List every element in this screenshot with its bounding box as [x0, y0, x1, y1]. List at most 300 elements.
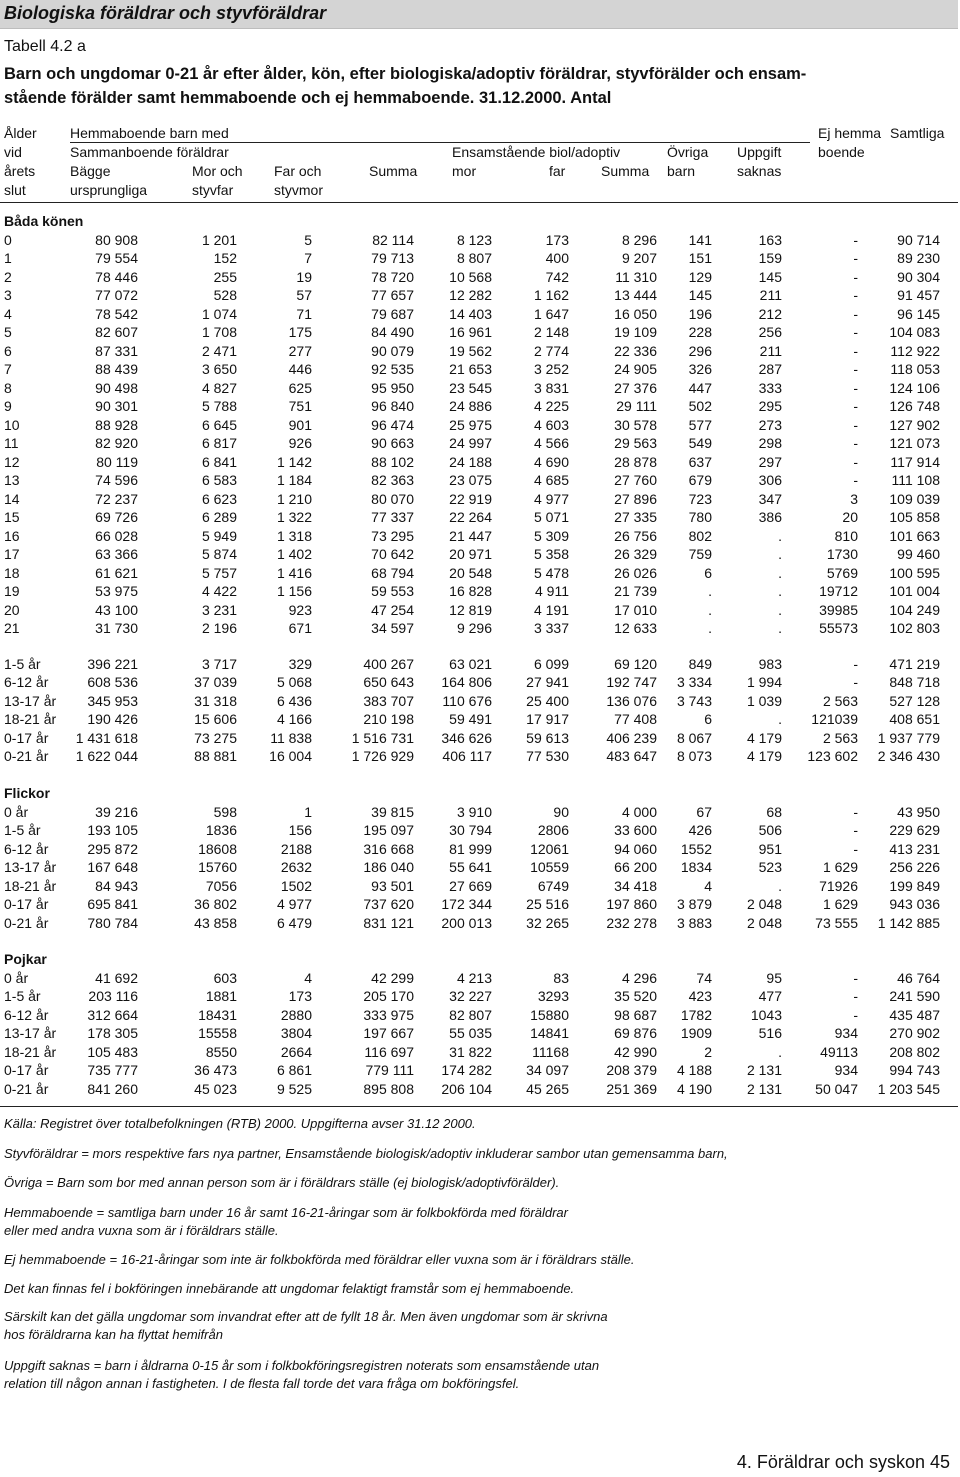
table-cell: 1502 [280, 877, 312, 894]
table-cell: 24 188 [449, 453, 492, 470]
table-cell: . [708, 620, 712, 636]
table-cell: 101 663 [889, 527, 940, 544]
table-cell: 297 [758, 453, 782, 470]
header-samtliga: Samtliga [890, 125, 945, 141]
table-cell: 229 629 [889, 822, 940, 838]
table-cell: 30 794 [449, 822, 492, 838]
table-cell: 1 516 731 [351, 729, 414, 746]
table-cell: 90 304 [897, 268, 940, 285]
table-cell: 67 [696, 803, 712, 820]
table-cell: 3 650 [201, 361, 237, 377]
table-cell: 3 883 [676, 914, 712, 931]
table-cell: - [853, 379, 858, 396]
table-cell: 1834 [680, 859, 712, 875]
table-cell: 1730 [826, 546, 858, 562]
footnote-line: Styvföräldrar = mors respektive fars nya partner, Ensamstående biologisk/adoptiv inkluderar sambor utan gemensamma barn, [4, 1146, 728, 1161]
table-cell: 96 145 [897, 305, 940, 322]
row-label: 18-21 år [4, 711, 57, 727]
table-cell: 6 099 [533, 655, 569, 672]
header-alder: vid [4, 144, 22, 160]
row-label: 6-12 år [4, 840, 49, 857]
table-row [0, 803, 960, 821]
table-cell: 151 [688, 250, 712, 266]
table-cell: 10559 [530, 859, 569, 875]
row-label: 13 [4, 472, 20, 488]
table-cell: 1881 [205, 988, 237, 1004]
table-cell: 123 602 [807, 748, 858, 764]
table-cell: 152 [213, 250, 237, 266]
table-cell: 32 227 [449, 988, 492, 1004]
table-cell: . [778, 620, 782, 636]
table-cell: 502 [688, 398, 712, 414]
header-ensamstaende: Ensamstående biol/adoptiv [452, 144, 621, 160]
header-rule [0, 202, 958, 203]
table-cell: 1 622 044 [75, 748, 138, 764]
table-cell: 923 [288, 601, 312, 618]
table-cell: 77 072 [95, 287, 138, 303]
table-cell: 396 221 [87, 655, 138, 672]
table-cell: 637 [688, 453, 712, 470]
table-cell: 1 201 [201, 231, 237, 248]
table-cell: . [778, 564, 782, 581]
table-cell: 18608 [198, 840, 237, 857]
table-row [0, 490, 960, 508]
table-cell: 1 937 779 [877, 729, 940, 746]
table-cell: 3 [850, 490, 858, 507]
table-cell: 27 760 [614, 472, 657, 488]
table-cell: 8550 [205, 1043, 237, 1060]
table-cell: 1 994 [746, 674, 782, 690]
table-cell: 36 473 [194, 1062, 237, 1078]
table-cell: 95 950 [371, 379, 414, 396]
table-cell: 78 446 [95, 268, 138, 285]
table-cell: 2632 [280, 859, 312, 875]
table-row [0, 471, 960, 489]
row-label: 1-5 år [4, 655, 41, 672]
table-cell: 5 358 [533, 546, 569, 562]
table-cell: 111 108 [891, 472, 940, 488]
table-cell: 4 685 [533, 472, 569, 488]
table-cell: 197 860 [606, 896, 657, 912]
table-cell: 99 460 [897, 546, 940, 562]
table-cell: 211 [759, 342, 782, 359]
table-cell: 3 879 [676, 896, 712, 912]
table-cell: 577 [688, 416, 712, 433]
table-cell: 5 [304, 231, 312, 248]
table-cell: 15 606 [194, 711, 237, 727]
table-cell: 37 039 [194, 674, 237, 690]
table-cell: 24 886 [449, 398, 492, 414]
table-cell: 277 [288, 342, 312, 359]
table-cell: 2 048 [746, 896, 782, 912]
table-cell: 39 216 [95, 803, 138, 820]
row-label: 0-17 år [4, 896, 49, 912]
table-cell: 145 [758, 268, 782, 285]
footnote-line: eller med andra vuxna som är i föräldrars ställe. [4, 1223, 279, 1238]
table-cell: 1 [304, 803, 312, 820]
table-cell: 19 109 [614, 324, 657, 340]
table-cell: 326 [688, 361, 712, 377]
table-cell: 77 657 [371, 287, 414, 303]
table-cell: 10 568 [449, 268, 492, 285]
table-cell: 16 961 [449, 324, 492, 340]
table-cell: 251 369 [606, 1080, 657, 1097]
table-cell: 17 010 [614, 601, 657, 618]
table-cell: 55 641 [449, 859, 492, 875]
table-cell: 2 [704, 1043, 712, 1060]
header-alder: slut [4, 182, 26, 198]
table-cell: 523 [758, 859, 782, 875]
table-cell: 423 [688, 988, 712, 1004]
header-hemmaboende: Hemmaboende barn med [70, 125, 229, 141]
table-cell: 116 697 [364, 1043, 414, 1060]
table-cell: 55573 [819, 620, 858, 636]
row-label: 5 [4, 324, 12, 340]
table-cell: 4 191 [533, 601, 569, 618]
table-cell: 426 [688, 822, 712, 838]
table-cell: 5 757 [201, 564, 237, 581]
footnote-line: Uppgift saknas = barn i åldrarna 0-15 år som i folkbokföringsregistren noterats som ensamstående utan [4, 1358, 600, 1373]
table-row [0, 545, 960, 563]
table-cell: 124 106 [889, 379, 940, 396]
table-cell: 1 629 [822, 859, 858, 875]
row-label: 14 [4, 490, 20, 507]
table-cell: 4 225 [533, 398, 569, 414]
table-cell: 4 690 [533, 453, 569, 470]
table-cell: 333 [758, 379, 782, 396]
table-cell: 208 379 [606, 1062, 657, 1078]
table-cell: 848 718 [889, 674, 940, 690]
table-cell: 3 231 [201, 601, 237, 618]
header-ej-hemma: boende [818, 144, 865, 160]
table-cell: 2664 [280, 1043, 312, 1060]
table-cell: 145 [688, 287, 712, 303]
table-cell: 994 743 [889, 1062, 940, 1078]
table-cell: 30 578 [614, 416, 657, 433]
table-cell: 1782 [680, 1006, 712, 1023]
table-cell: 186 040 [363, 859, 414, 875]
table-cell: 4 566 [533, 435, 569, 451]
table-cell: 83 [553, 969, 569, 986]
header-uppgift: Uppgift [737, 144, 782, 160]
table-cell: 190 426 [87, 711, 138, 727]
table-row [0, 877, 960, 895]
summary-row [0, 729, 960, 747]
table-cell: 212 [758, 305, 782, 322]
table-cell: 121 073 [889, 435, 940, 451]
table-cell: 1 156 [276, 583, 312, 599]
table-cell: . [778, 546, 782, 562]
table-cell: 42 990 [614, 1043, 657, 1060]
table-cell: 4 422 [201, 583, 237, 599]
table-row [0, 323, 960, 341]
table-cell: 4 213 [456, 969, 492, 986]
table-cell: 84 490 [371, 324, 414, 340]
row-label: 6-12 år [4, 1006, 49, 1023]
table-cell: 256 [758, 324, 782, 340]
table-cell: 82 114 [372, 231, 414, 248]
table-cell: . [778, 583, 782, 599]
table-cell: 446 [288, 361, 312, 377]
header-ovriga: Övriga [667, 144, 709, 160]
table-cell: 5 068 [276, 674, 312, 690]
row-label: 8 [4, 379, 12, 396]
table-cell: 90 [553, 803, 569, 820]
row-label: 6-12 år [4, 674, 49, 690]
table-row [0, 416, 960, 434]
table-row [0, 858, 960, 876]
title-line: Barn och ungdomar 0-21 år efter ålder, kön, efter biologiska/adoptiv föräldrar, styvförälder och ensam- [4, 65, 807, 83]
table-cell: 34 418 [614, 877, 657, 894]
table-cell: 69 120 [614, 655, 657, 672]
table-cell: 951 [758, 840, 782, 857]
table-cell: 4 [704, 877, 712, 894]
footnote-line: Övriga = Barn som bor med annan person som är i föräldrars ställe (ej biologisk/adoptivförälder). [4, 1175, 560, 1190]
row-label: 18-21 år [4, 877, 57, 894]
table-cell: 96 474 [371, 416, 414, 433]
table-cell: - [853, 361, 858, 377]
header-far-och: Far och [274, 163, 322, 179]
table-cell: 5 478 [533, 564, 569, 581]
table-cell: 5 788 [201, 398, 237, 414]
table-cell: 413 231 [889, 840, 940, 857]
table-cell: 173 [545, 231, 569, 248]
table-row [0, 434, 960, 452]
table-cell: 20 [842, 509, 858, 525]
row-label: 7 [4, 361, 12, 377]
table-cell: 205 170 [363, 988, 414, 1004]
row-label: 18 [4, 564, 20, 581]
table-cell: . [778, 711, 782, 727]
table-cell: 287 [758, 361, 782, 377]
summary-row [0, 692, 960, 710]
table-cell: 69 726 [95, 509, 138, 525]
header-ej-hemma: Ej hemma [818, 125, 882, 141]
table-cell: 895 808 [363, 1080, 414, 1097]
row-label: 19 [4, 583, 20, 599]
table-cell: - [853, 472, 858, 488]
table-cell: 82 607 [95, 324, 138, 340]
footnote-line: Det kan finnas fel i bokföringen innebärande att ungdomar felaktigt framstår som ej hemmaboende. [4, 1281, 575, 1296]
table-cell: 72 237 [95, 490, 138, 507]
table-cell: 25 400 [526, 692, 569, 709]
table-cell: 102 803 [889, 620, 940, 636]
table-cell: 80 070 [371, 490, 414, 507]
table-cell: 4 977 [533, 490, 569, 507]
table-cell: 695 841 [87, 896, 138, 912]
table-cell: 1552 [680, 840, 712, 857]
table-cell: 49113 [820, 1043, 858, 1060]
header-far-och: styvmor [274, 182, 323, 198]
table-cell: 1909 [680, 1025, 712, 1041]
table-cell: 109 039 [889, 490, 940, 507]
table-cell: 101 004 [889, 583, 940, 599]
table-cell: 780 [688, 509, 712, 525]
table-cell: 12 282 [449, 287, 492, 303]
table-cell: 3 910 [456, 803, 492, 820]
table-row [0, 619, 960, 637]
table-cell: - [853, 674, 858, 690]
table-row [0, 821, 960, 839]
section-heading: Flickor [4, 785, 50, 801]
table-cell: 256 226 [889, 859, 940, 875]
table-cell: 46 764 [897, 969, 940, 986]
table-cell: 7056 [205, 877, 237, 894]
row-label: 17 [4, 546, 20, 562]
table-cell: 73 275 [194, 729, 237, 746]
footnote-line: Källa: Registret över totalbefolkningen (RTB) 2000. Uppgifterna avser 31.12 2000. [4, 1116, 476, 1131]
table-row [0, 1043, 960, 1061]
table-cell: 25 975 [449, 416, 492, 433]
table-cell: - [853, 305, 858, 322]
table-cell: 195 097 [363, 822, 414, 838]
table-cell: 210 198 [363, 711, 414, 727]
table-cell: 735 777 [87, 1062, 138, 1078]
table-cell: 15760 [198, 859, 237, 875]
row-label: 12 [4, 453, 20, 470]
table-cell: 1 431 618 [75, 729, 138, 746]
table-row [0, 268, 960, 286]
table-cell: 671 [288, 620, 312, 636]
table-cell: - [853, 988, 858, 1004]
table-row [0, 286, 960, 304]
table-cell: 2880 [280, 1006, 312, 1023]
table-cell: 306 [758, 472, 782, 488]
table-cell: 66 028 [95, 527, 138, 544]
table-cell: 91 457 [897, 287, 940, 303]
table-cell: 74 596 [95, 472, 138, 488]
table-cell: 383 707 [363, 692, 414, 709]
table-cell: . [778, 877, 782, 894]
table-cell: 59 491 [449, 711, 492, 727]
table-cell: 6 623 [201, 490, 237, 507]
table-cell: 90 663 [371, 435, 414, 451]
table-cell: 27 896 [614, 490, 657, 507]
table-cell: 70 642 [371, 546, 414, 562]
table-cell: 110 676 [442, 692, 492, 709]
table-cell: 192 747 [606, 674, 657, 690]
table-cell: 5 874 [201, 546, 237, 562]
table-cell: 802 [688, 527, 712, 544]
table-cell: 3 743 [676, 692, 712, 709]
table-cell: 24 905 [614, 361, 657, 377]
table-cell: 4 827 [201, 379, 237, 396]
table-cell: 751 [288, 398, 312, 414]
table-cell: 88 881 [194, 748, 237, 764]
table-cell: 96 840 [371, 398, 414, 414]
table-cell: 516 [758, 1025, 782, 1041]
table-cell: 5769 [826, 564, 858, 581]
table-cell: 42 299 [371, 969, 414, 986]
header-bagge: ursprungliga [70, 182, 148, 198]
footnote-line: relation till någon annan i fastigheten. I de flesta fall torde det vara fråga om bokföringsfel. [4, 1376, 520, 1391]
table-row [0, 582, 960, 600]
section-banner [0, 0, 958, 29]
table-cell: 841 260 [87, 1080, 138, 1097]
table-cell: 471 219 [889, 655, 940, 672]
header-summa: Summa [601, 163, 650, 179]
table-cell: 406 117 [442, 748, 492, 764]
table-cell: 28 878 [614, 453, 657, 470]
table-cell: 69 876 [614, 1025, 657, 1041]
table-cell: 603 [213, 969, 237, 986]
table-cell: 68 [766, 803, 782, 820]
table-cell: 901 [288, 416, 312, 433]
table-cell: 129 [688, 268, 712, 285]
table-cell: 386 [758, 509, 782, 525]
table-cell: 112 922 [890, 342, 940, 359]
table-cell: 173 [288, 988, 312, 1004]
table-cell: 14 403 [449, 305, 492, 322]
table-cell: 346 626 [441, 729, 492, 746]
table-cell: 2 148 [533, 324, 569, 340]
table-cell: 197 667 [363, 1025, 414, 1041]
table-cell: 400 [545, 250, 569, 266]
table-row [0, 987, 960, 1005]
table-cell: 2 131 [746, 1062, 782, 1078]
table-row [0, 360, 960, 378]
table-cell: 22 919 [449, 490, 492, 507]
table-cell: 831 121 [363, 914, 414, 931]
table-cell: 2 048 [746, 914, 782, 931]
table-cell: 35 520 [614, 988, 657, 1004]
table-cell: 27 376 [614, 379, 657, 396]
row-label: 0 år [4, 969, 29, 986]
table-cell: - [853, 1006, 858, 1023]
table-row [0, 564, 960, 582]
table-cell: - [853, 250, 858, 266]
row-label: 13-17 år [4, 1025, 57, 1041]
table-cell: 1 142 885 [877, 914, 940, 931]
table-cell: 88 102 [371, 453, 414, 470]
table-cell: 4 603 [533, 416, 569, 433]
table-cell: 8 123 [456, 231, 492, 248]
table-cell: . [708, 583, 712, 599]
table-cell: 12 819 [449, 601, 492, 618]
row-label: 16 [4, 527, 20, 544]
table-cell: 90 079 [371, 342, 414, 359]
table-row [0, 527, 960, 545]
table-cell: 174 282 [441, 1062, 492, 1078]
table-cell: 94 060 [614, 840, 657, 857]
table-row [0, 895, 960, 913]
table-cell: 4 296 [621, 969, 657, 986]
table-cell: 527 128 [889, 692, 940, 709]
table-cell: 6 841 [201, 453, 237, 470]
table-cell: 3804 [280, 1025, 312, 1041]
table-cell: 100 595 [889, 564, 940, 581]
table-cell: 1043 [750, 1006, 782, 1023]
table-cell: 68 794 [371, 564, 414, 581]
table-cell: 780 784 [87, 914, 138, 931]
table-cell: 295 872 [87, 840, 138, 857]
table-row [0, 1024, 960, 1042]
table-row [0, 305, 960, 323]
table-cell: 983 [758, 655, 782, 672]
table-cell: 13 444 [614, 287, 657, 303]
table-cell: 15558 [198, 1025, 237, 1041]
table-cell: - [853, 416, 858, 433]
table-cell: 4 000 [621, 803, 657, 820]
table-cell: 79 554 [95, 250, 138, 266]
table-cell: 6 583 [201, 472, 237, 488]
table-row [0, 231, 960, 249]
table-cell: 12 633 [614, 620, 657, 636]
table-cell: 4 188 [676, 1062, 712, 1078]
table-cell: 175 [288, 324, 312, 340]
table-cell: 73 295 [371, 527, 414, 544]
table-row [0, 508, 960, 526]
